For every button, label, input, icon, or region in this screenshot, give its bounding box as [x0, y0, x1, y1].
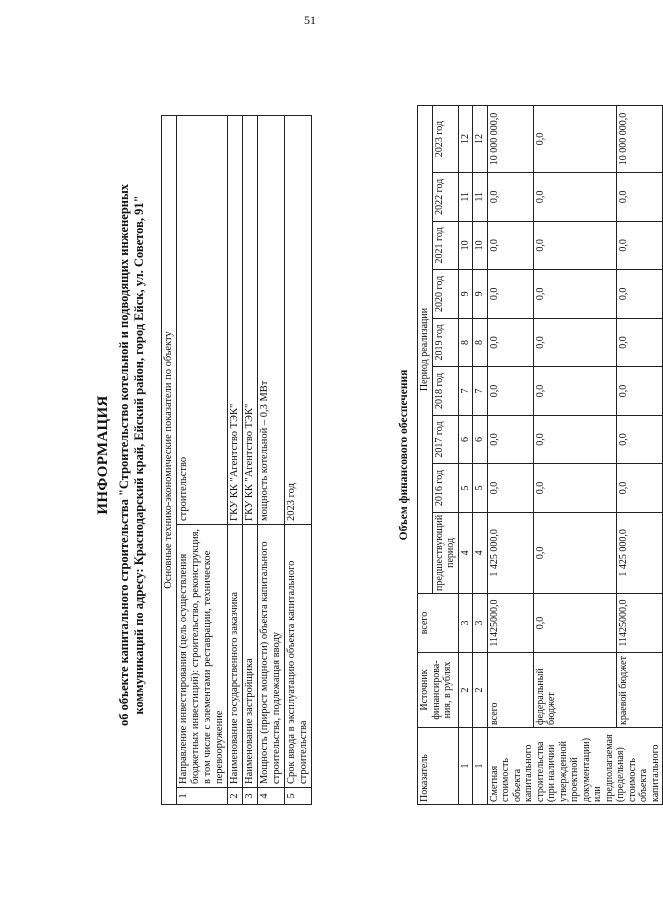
column-number: 6 — [458, 415, 473, 464]
source-cell: федеральный бюджет — [533, 653, 616, 728]
col-year: 2019 год — [432, 318, 458, 367]
table-row — [285, 116, 312, 805]
column-number: 2 — [458, 653, 473, 728]
value-cell: 0,0 — [616, 464, 662, 513]
column-number-row — [473, 106, 488, 805]
value-cell: 0,0 — [533, 464, 616, 513]
column-number: 1 — [458, 728, 473, 805]
value-cell: 0,0 — [616, 270, 662, 319]
value-cell: 0,0 — [616, 415, 662, 464]
table-row — [258, 116, 285, 805]
row-number: 3 — [243, 788, 258, 805]
col-year: 2023 год — [432, 106, 458, 173]
value-cell: 0,0 — [487, 270, 533, 319]
column-number: 11 — [473, 173, 488, 222]
value-cell: 11425000,0 — [616, 594, 662, 653]
value-cell: 0,0 — [533, 367, 616, 416]
column-number: 5 — [458, 464, 473, 513]
value-cell: 0,0 — [533, 415, 616, 464]
col-indicator-header: Показатель — [418, 728, 459, 805]
col-year: 2018 год — [432, 367, 458, 416]
value-cell: 10 000 000,0 — [616, 106, 662, 173]
row-number: 4 — [258, 788, 285, 805]
value-cell: 0,0 — [616, 173, 662, 222]
tech-indicators-table — [161, 115, 312, 805]
column-number: 6 — [473, 415, 488, 464]
row-number: 1 — [177, 788, 228, 805]
value-cell: 0,0 — [533, 512, 616, 593]
value-cell: 0,0 — [616, 221, 662, 270]
value-cell: 0,0 — [487, 173, 533, 222]
subtitle-line-1: об объекте капитального строительства "Строительство котельной и подводящих инженерных — [117, 183, 131, 727]
value-cell: 1 425 000,0 — [616, 512, 662, 593]
col-previous-header: предшествующий период — [432, 512, 458, 593]
column-number-row — [458, 106, 473, 805]
table-row — [243, 116, 258, 805]
source-cell: всего — [487, 653, 533, 728]
finance-section-title: Объем финансового обеспечения — [398, 369, 410, 541]
value-cell: 0,0 — [533, 318, 616, 367]
column-number: 10 — [473, 221, 488, 270]
indicator-cell: Сметная стоимость объекта капитального строительства (при наличии утвержденной проектной документации) или предполагаемая (предельная) стоимость объекта капитального — [487, 728, 663, 805]
page-number: 51 — [304, 13, 316, 27]
value-cell: 10 000 000,0 — [487, 106, 533, 173]
column-number: 8 — [473, 318, 488, 367]
column-number: 11 — [458, 173, 473, 222]
column-number: 4 — [458, 512, 473, 593]
subtitle-line-2: коммуникаций по адресу: Краснодарский край, Ейский район, город Ейск, ул. Советов, 91" — [132, 195, 146, 715]
value-cell: 0,0 — [487, 464, 533, 513]
row-number: 2 — [228, 788, 243, 805]
column-number: 2 — [473, 653, 488, 728]
value-cell: 0,0 — [533, 270, 616, 319]
col-year: 2016 год — [432, 464, 458, 513]
row-label: Наименование государственного заказчика — [228, 525, 243, 788]
col-year: 2020 год — [432, 270, 458, 319]
table-row — [616, 106, 662, 805]
row-label: Мощность (прирост мощности) объекта капитального строительства, подлежащая вводу — [258, 525, 285, 788]
col-year: 2017 год — [432, 415, 458, 464]
column-number: 5 — [473, 464, 488, 513]
value-cell: 0,0 — [533, 173, 616, 222]
col-year: 2022 год — [432, 173, 458, 222]
row-value: ГКУ КК "Агентство ТЭК" — [228, 116, 243, 525]
value-cell: 0,0 — [487, 318, 533, 367]
document-subtitle — [117, 75, 147, 835]
column-number: 3 — [458, 594, 473, 653]
col-source-header: Источник финансирова-ния, в рублях — [418, 653, 459, 728]
column-number: 1 — [473, 728, 488, 805]
value-cell: 0,0 — [533, 594, 616, 653]
value-cell: 0,0 — [616, 318, 662, 367]
row-label: Наименование застройщика — [243, 525, 258, 788]
column-number: 7 — [473, 367, 488, 416]
column-number: 12 — [458, 106, 473, 173]
value-cell: 11425000,0 — [487, 594, 533, 653]
table-row — [177, 116, 228, 805]
value-cell: 0,0 — [487, 221, 533, 270]
value-cell: 0,0 — [533, 221, 616, 270]
document-title: ИНФОРМАЦИЯ — [95, 395, 111, 515]
table-row — [228, 116, 243, 805]
column-number: 10 — [458, 221, 473, 270]
row-label: Направление инвестирования (цель осуществления бюджетных инвестиций): строительство, реконструкция, в том числе с элементами реставрации, техническое перевооружение — [177, 525, 228, 788]
column-number: 7 — [458, 367, 473, 416]
column-number: 4 — [473, 512, 488, 593]
row-label: Срок ввода в эксплуатацию объекта капитального строительства — [285, 525, 312, 788]
tech-table-header: Основные технико-экономические показатели по объекту — [162, 116, 177, 805]
value-cell: 0,0 — [487, 415, 533, 464]
column-number: 3 — [473, 594, 488, 653]
value-cell: 1 425 000,0 — [487, 512, 533, 593]
value-cell: 0,0 — [533, 106, 616, 173]
column-number: 8 — [458, 318, 473, 367]
row-value: 2023 год — [285, 116, 312, 525]
rotated-content — [95, 75, 661, 835]
row-value: ГКУ КК "Агентство ТЭК" — [243, 116, 258, 525]
col-total-header: всего — [418, 594, 459, 653]
value-cell: 0,0 — [616, 367, 662, 416]
column-number: 12 — [473, 106, 488, 173]
col-year: 2021 год — [432, 221, 458, 270]
value-cell: 0,0 — [487, 367, 533, 416]
column-number: 9 — [473, 270, 488, 319]
table-row — [487, 106, 533, 805]
row-number: 5 — [285, 788, 312, 805]
source-cell: краевой бюджет — [616, 653, 662, 728]
column-number: 9 — [458, 270, 473, 319]
finance-table — [417, 105, 663, 805]
row-value: строительство — [177, 116, 228, 525]
col-period-header: Период реализации — [418, 106, 433, 594]
row-value: мощность котельной – 0,3 МВт — [258, 116, 285, 525]
table-row — [533, 106, 616, 805]
